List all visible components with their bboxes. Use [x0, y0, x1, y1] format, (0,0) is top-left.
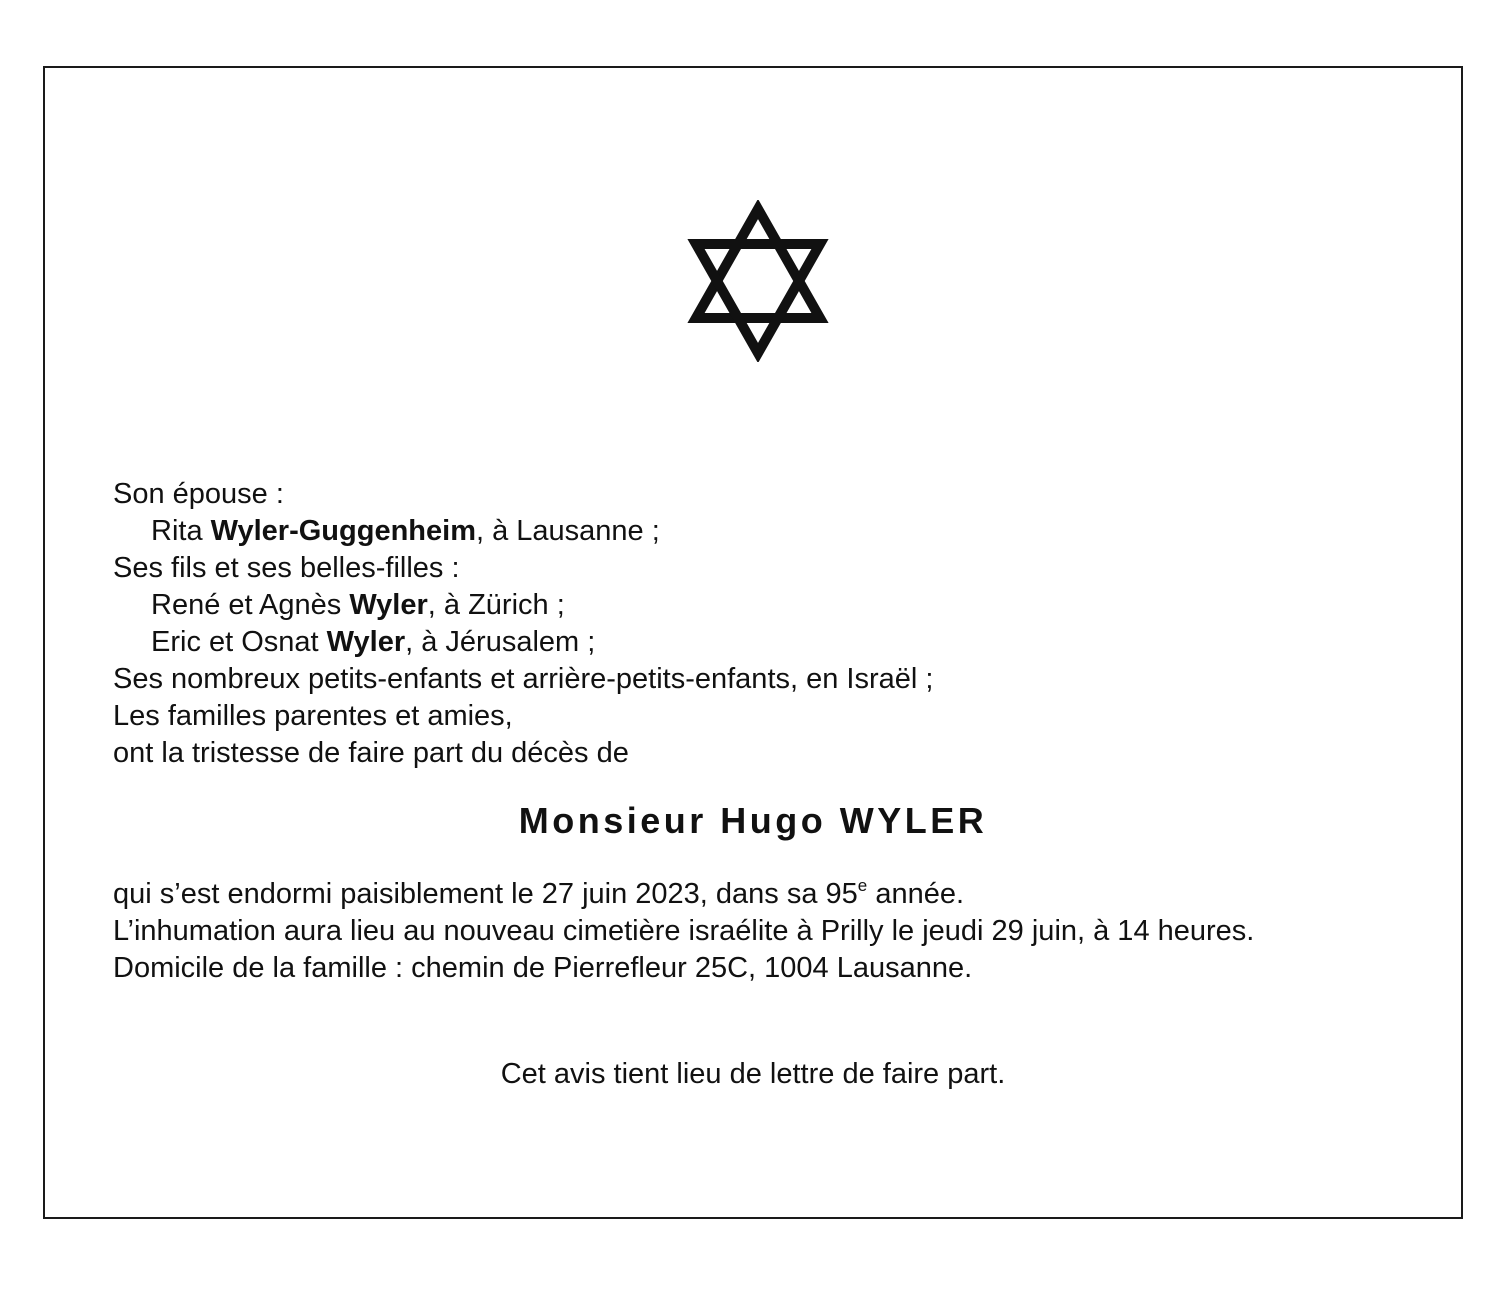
child-entry [113, 587, 1393, 624]
children-heading: Ses fils et ses belles-filles : [113, 552, 460, 584]
spouse-heading: Son épouse : [113, 478, 284, 510]
closing-note: Cet avis tient lieu de lettre de faire part. [500, 1058, 1006, 1090]
star-of-david-icon [687, 200, 829, 362]
child-place: , à Jérusalem ; [405, 626, 596, 658]
ordinal-suffix: e [857, 876, 868, 895]
family-list [113, 476, 1393, 772]
burial-line: L’inhumation aura lieu au nouveau cimetière israélite à Prilly le jeudi 29 juin, à 14 heures. [113, 915, 1255, 947]
relatives-line: Les familles parentes et amies, [113, 700, 513, 732]
child-last-name: Wyler [349, 589, 428, 621]
child-entry [113, 624, 1393, 661]
details-block [113, 876, 1313, 987]
child-first-names: Eric et Osnat [151, 626, 327, 658]
spouse-last-name: Wyler-Guggenheim [210, 515, 476, 547]
child-first-names: René et Agnès [151, 589, 350, 621]
child-place: , à Zürich ; [427, 589, 565, 621]
child-last-name: Wyler [326, 626, 406, 658]
home-line: Domicile de la famille : chemin de Pierrefleur 25C, 1004 Lausanne. [113, 952, 973, 984]
deceased-name: Monsieur Hugo WYLER [518, 800, 988, 841]
spouse-place: , à Lausanne ; [475, 515, 660, 547]
announcement-line: ont la tristesse de faire part du décès de [113, 737, 629, 769]
passing-line [113, 876, 1313, 913]
spouse-entry [113, 513, 1393, 550]
passing-text-end: année. [867, 878, 965, 910]
passing-text: qui s’est endormi paisiblement le 27 juin 2023, dans sa 95 [113, 878, 858, 910]
grandchildren-line: Ses nombreux petits-enfants et arrière-petits-enfants, en Israël ; [113, 663, 934, 695]
spouse-first-name: Rita [151, 515, 211, 547]
